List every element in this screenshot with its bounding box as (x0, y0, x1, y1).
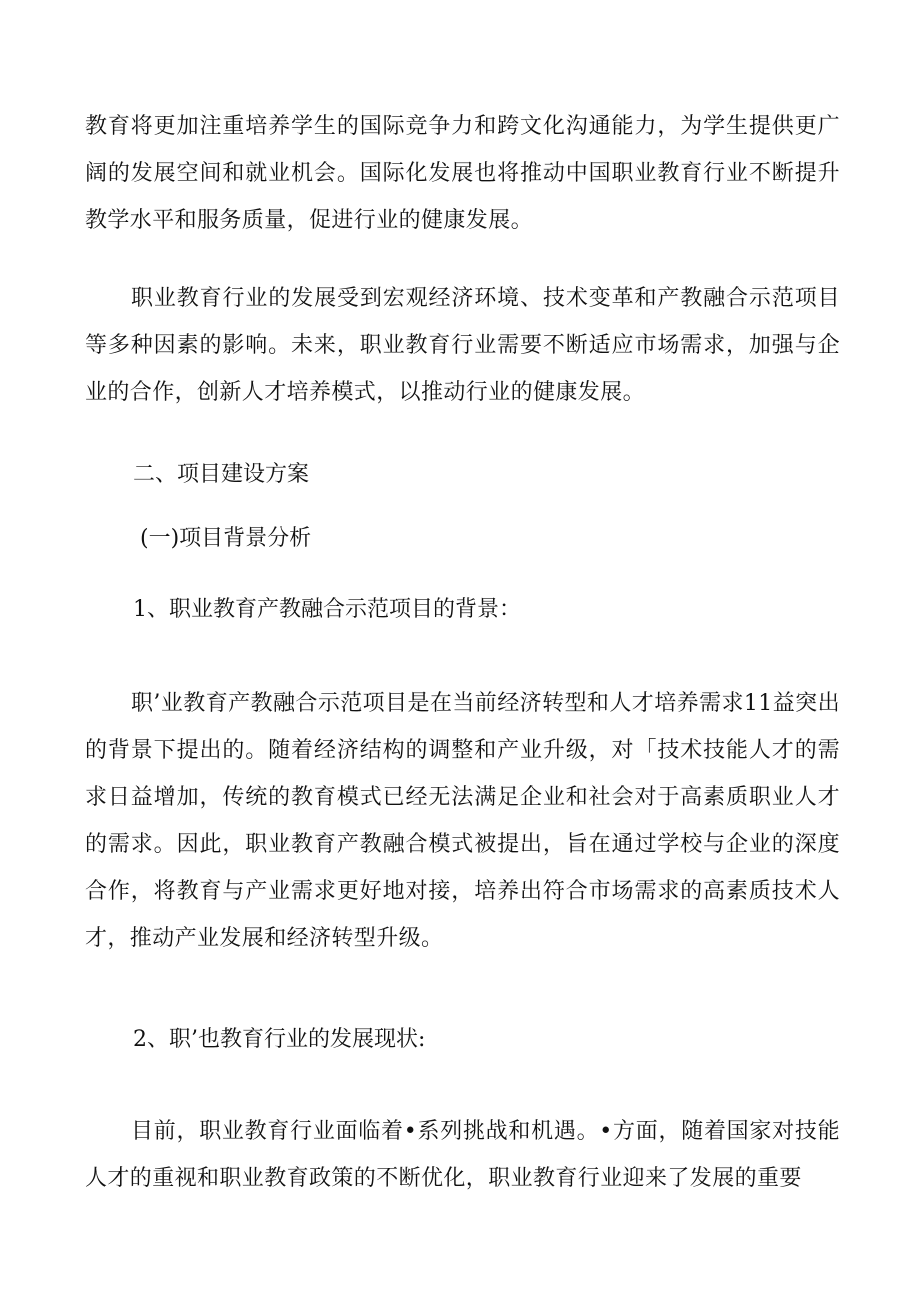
section-heading: 二、项目建设方案 (133, 462, 310, 487)
subsection-heading: (一)项目背景分析 (140, 526, 312, 551)
paragraph-continuation: 教育将更加注重培养学生的国际竞争力和跨文化沟通能力，为学生提供更广阔的发展空间和就业机会。国际化发展也将推动中国职业教育行业不断提升教学水平和服务质量，促进行业的健康发展。 (85, 114, 840, 233)
paragraph-current-status: 目前，职业教育行业面临着•系列挑战和机遇。•方面，随着国家对技能人才的重视和职业教育政策的不断优化，职业教育行业迎来了发展的重要 (85, 1119, 840, 1191)
item-1-heading: 1、职业教育产教融合示范项目的背景： (133, 597, 521, 622)
paragraph-project-background: 职’业教育产教融合示范项目是在当前经济转型和人才培养需求11益突出的背景下提出的。随着经济结构的调整和产业升级，对「技术技能人才的需求日益增加，传统的教育模式已经无法满足企业和社会对于高素质职业人才的需求。因此，职业教育产教融合模式被提出，旨在通过学校与企业的深度合作，将教育与产业需求更好地对接，培养出符合市场需求的高素质技术人才，推动产业发展和经济转型升级。 (85, 691, 840, 951)
item-2-heading: 2、职’也教育行业的发展现状: (133, 1027, 426, 1052)
paragraph-industry-factors: 职业教育行业的发展受到宏观经济环境、技术变革和产教融合示范项目等多种因素的影响。未来，职业教育行业需要不断适应市场需求，加强与企业的合作，创新人才培养模式，以推动行业的健康发展。 (85, 286, 840, 405)
